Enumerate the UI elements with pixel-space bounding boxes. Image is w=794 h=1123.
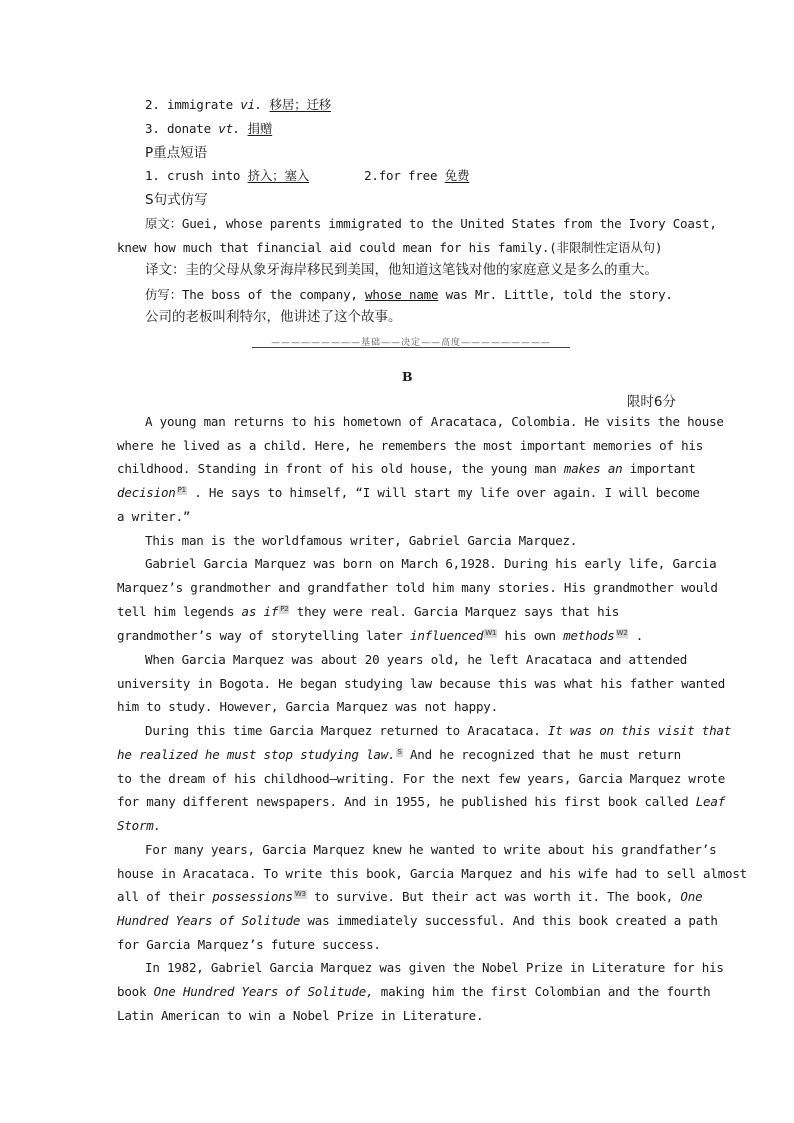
highlight-word: decision <box>117 485 176 500</box>
vocab-meaning: 移居；迁移 <box>269 97 332 112</box>
passage-line: university in Bogota. He began studying law because this was what his father wanted <box>117 676 726 691</box>
passage-line: For many years, Garcia Marquez knew he wanted to write about his grandfather’s <box>145 842 717 857</box>
highlight-phrase: makes an <box>563 461 623 476</box>
highlight-phrase: as if <box>241 604 279 619</box>
passage-line: During this time Garcia Marquez returned to Aracataca. It was on this visit that <box>145 723 732 738</box>
translation-sentence: 译文：圭的父母从象牙海岸移民到美国，他知道这笔钱对他的家庭意义是多么的重大。 <box>145 262 658 278</box>
vocab-item-immigrate <box>145 97 331 113</box>
passage-line: decision P1 . He says to himself, “I will start my life over again. I will become <box>117 485 700 500</box>
vocab-word: 2. immigrate <box>145 97 241 112</box>
passage-line: he realized he must stop studying law. S And he recognized that he must return <box>117 747 681 762</box>
highlight-word: influenced <box>410 628 484 643</box>
passage-line: for many different newspapers. And in 1955, he published his first book called Leaf <box>117 794 726 809</box>
sentence-heading: S句式仿写 <box>145 192 208 208</box>
annotation-marker: S <box>397 747 402 756</box>
section-divider <box>252 335 570 349</box>
annotation-marker: W3 <box>294 889 306 898</box>
imitation-suffix: was Mr. Little, told the story. <box>438 287 673 302</box>
passage-line: tell him legends as if P2 they were real. Garcia Marquez says that his <box>117 604 620 619</box>
book-title: Storm. <box>117 818 161 833</box>
passage-line <box>117 818 161 834</box>
phrase-1: 1. crush into <box>145 168 248 183</box>
annotation-marker: P1 <box>177 485 186 494</box>
phrases-heading: P重点短语 <box>145 145 208 161</box>
imitation-answer: whose name <box>365 287 439 302</box>
imitation-sentence <box>145 287 673 303</box>
passage-line: Marquez’s grandmother and grandfather told him many stories. His grandmother would <box>117 580 718 595</box>
passage-line: grandmother’s way of storytelling later influenced W1 his own methods W2 . <box>117 628 644 643</box>
passage-line: book One Hundred Years of Solitude, making him the first Colombian and the fourth <box>117 984 711 999</box>
passage-line: A young man returns to his hometown of Aracataca, Colombia. He visits the house <box>145 414 724 429</box>
vocab-meaning: 捐赠 <box>247 121 273 136</box>
original-sentence-line-2: knew how much that financial aid could mean for his family.(非限制性定语从句) <box>117 240 663 255</box>
phrase-2: 2.for free <box>364 168 445 183</box>
passage-line: In 1982, Gabriel Garcia Marquez was given the Nobel Prize in Literature for his <box>145 960 724 975</box>
annotation-marker: W1 <box>485 628 497 637</box>
passage-line: Latin American to win a Nobel Prize in Literature. <box>117 1008 484 1023</box>
annotation-marker: W2 <box>616 628 628 637</box>
phrase-1-meaning: 挤入；塞入 <box>247 168 310 183</box>
vocab-item-donate <box>145 121 272 137</box>
book-title: Leaf <box>695 794 726 809</box>
passage-line: Hundred Years of Solitude was immediately successful. And this book created a path <box>117 913 718 928</box>
book-title: One Hundred Years of Solitude, <box>153 984 374 999</box>
passage-line: where he lived as a child. Here, he remembers the most important memories of his <box>117 438 704 453</box>
passage-line: Gabriel Garcia Marquez was born on March 6,1928. During his early life, Garcia <box>145 556 717 571</box>
book-title: Hundred Years of Solitude <box>117 913 301 928</box>
vocab-pos: vi. <box>240 97 263 112</box>
passage-line: to the dream of his childhood—writing. For the next few years, Garcia Marquez wrote <box>117 771 726 786</box>
annotation-marker: P2 <box>280 604 289 613</box>
imitation-prefix: 仿写：The boss of the company, <box>145 287 366 302</box>
passage-line: all of their possessions W3 to survive. But their act was worth it. The book, One <box>117 889 703 904</box>
passage-line: When Garcia Marquez was about 20 years old, he left Aracataca and attended <box>145 652 688 667</box>
vocab-pos: vt. <box>218 121 241 136</box>
highlight-sentence: It was on this visit that <box>547 723 732 738</box>
phrase-list <box>145 168 469 184</box>
passage-line: him to study. However, Garcia Marquez was not happy. <box>117 699 498 714</box>
section-label: B <box>402 369 413 384</box>
imitation-chinese: 公司的老板叫利特尔，他讲述了这个故事。 <box>145 309 402 325</box>
highlight-sentence: he realized he must stop studying law. <box>117 747 396 762</box>
divider-rule <box>252 347 570 348</box>
passage-line: house in Aracataca. To write this book, Garcia Marquez and his wife had to sell almost <box>117 866 748 881</box>
highlight-word: possessions <box>212 889 293 904</box>
passage-line: childhood. Standing in front of his old house, the young man makes an important <box>117 461 696 476</box>
passage-line: This man is the worldfamous writer, Gabriel Garcia Marquez. <box>145 533 578 548</box>
divider-caption: —————————基础——决定——高度————————— <box>270 338 551 348</box>
vocab-word: 3. donate <box>145 121 219 136</box>
passage-line: for Garcia Marquez’s future success. <box>117 937 381 952</box>
original-sentence-line-1: 原文：Guei, whose parents immigrated to the United States from the Ivory Coast, <box>145 216 717 231</box>
passage-line: a writer.” <box>117 509 191 524</box>
highlight-word: methods <box>563 628 615 643</box>
phrase-2-meaning: 免费 <box>444 168 470 183</box>
book-title: One <box>680 889 703 904</box>
time-limit: 限时6分 <box>626 394 676 410</box>
